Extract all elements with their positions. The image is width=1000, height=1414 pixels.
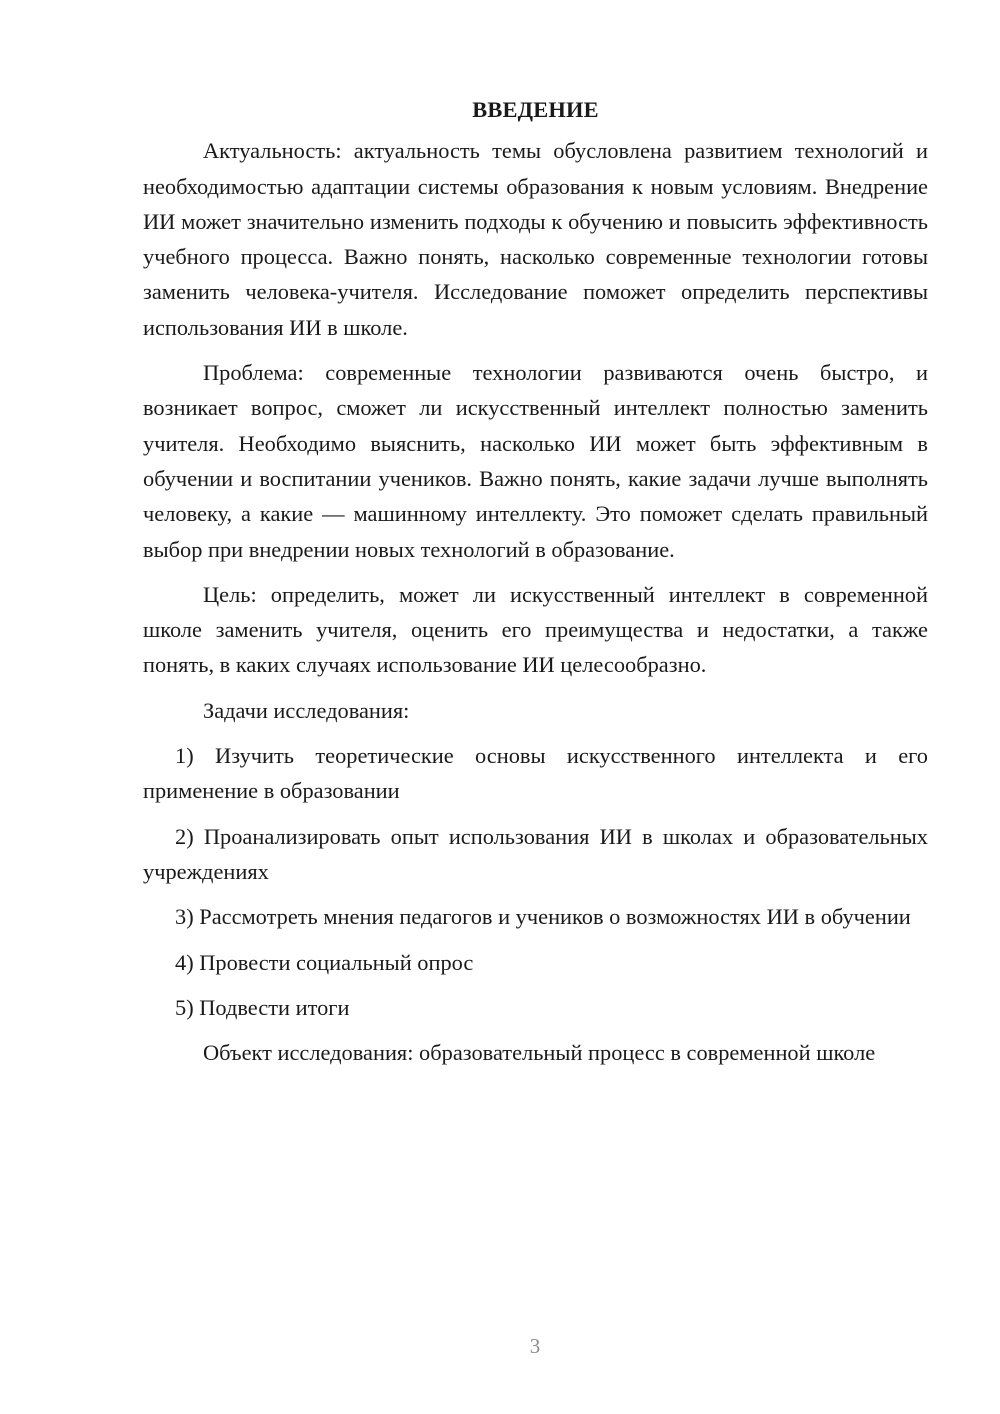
task-item-2: 2) Проанализировать опыт использования ИИ в школах и образовательных учреждениях bbox=[143, 823, 928, 884]
task-item-4: 4) Провести социальный опрос bbox=[175, 949, 474, 975]
page-title: ВВЕДЕНИЕ bbox=[472, 97, 599, 122]
paragraph-problem: Проблема: современные технологии развиваются очень быстро, и возникает вопрос, сможет ли искусственный интеллект полностью заменить учителя. Необходимо выяснить, насколько ИИ может быть эффективным в обучении и воспитании учеников. Важно понять, какие задачи лучше выполнять человеку, а какие — машинному интеллекту. Это поможет сделать правильный выбор при внедрении новых технологий в образование. bbox=[143, 360, 928, 562]
task-item-3: 3) Рассмотреть мнения педагогов и учеников о возможностях ИИ в обучении bbox=[175, 904, 911, 930]
tasks-heading: Задачи исследования: bbox=[203, 697, 410, 723]
page-content bbox=[143, 92, 928, 1080]
paragraph-relevance: Актуальность: актуальность темы обусловлена развитием технологий и необходимостью адаптации системы образования к новым условиям. Внедрение ИИ может значительно изменить подходы к обучению и повысить эффективность учебного процесса. Важно понять, насколько современные технологии готовы заменить человека-учителя. Исследование поможет определить перспективы использования ИИ в школе. bbox=[143, 138, 928, 340]
paragraph-object: Объект исследования: образовательный процесс в современной школе bbox=[203, 1040, 876, 1066]
page-number: 3 bbox=[529, 1334, 541, 1358]
paragraph-goal: Цель: определить, может ли искусственный интеллект в современной школе заменить учителя, оценить его преимущества и недостатки, а также понять, в каких случаях использование ИИ целесообразно. bbox=[143, 581, 928, 678]
task-item-1: 1) Изучить теоретические основы искусственного интеллекта и его применение в образовании bbox=[143, 743, 928, 804]
task-item-5: 5) Подвести итоги bbox=[175, 994, 350, 1020]
